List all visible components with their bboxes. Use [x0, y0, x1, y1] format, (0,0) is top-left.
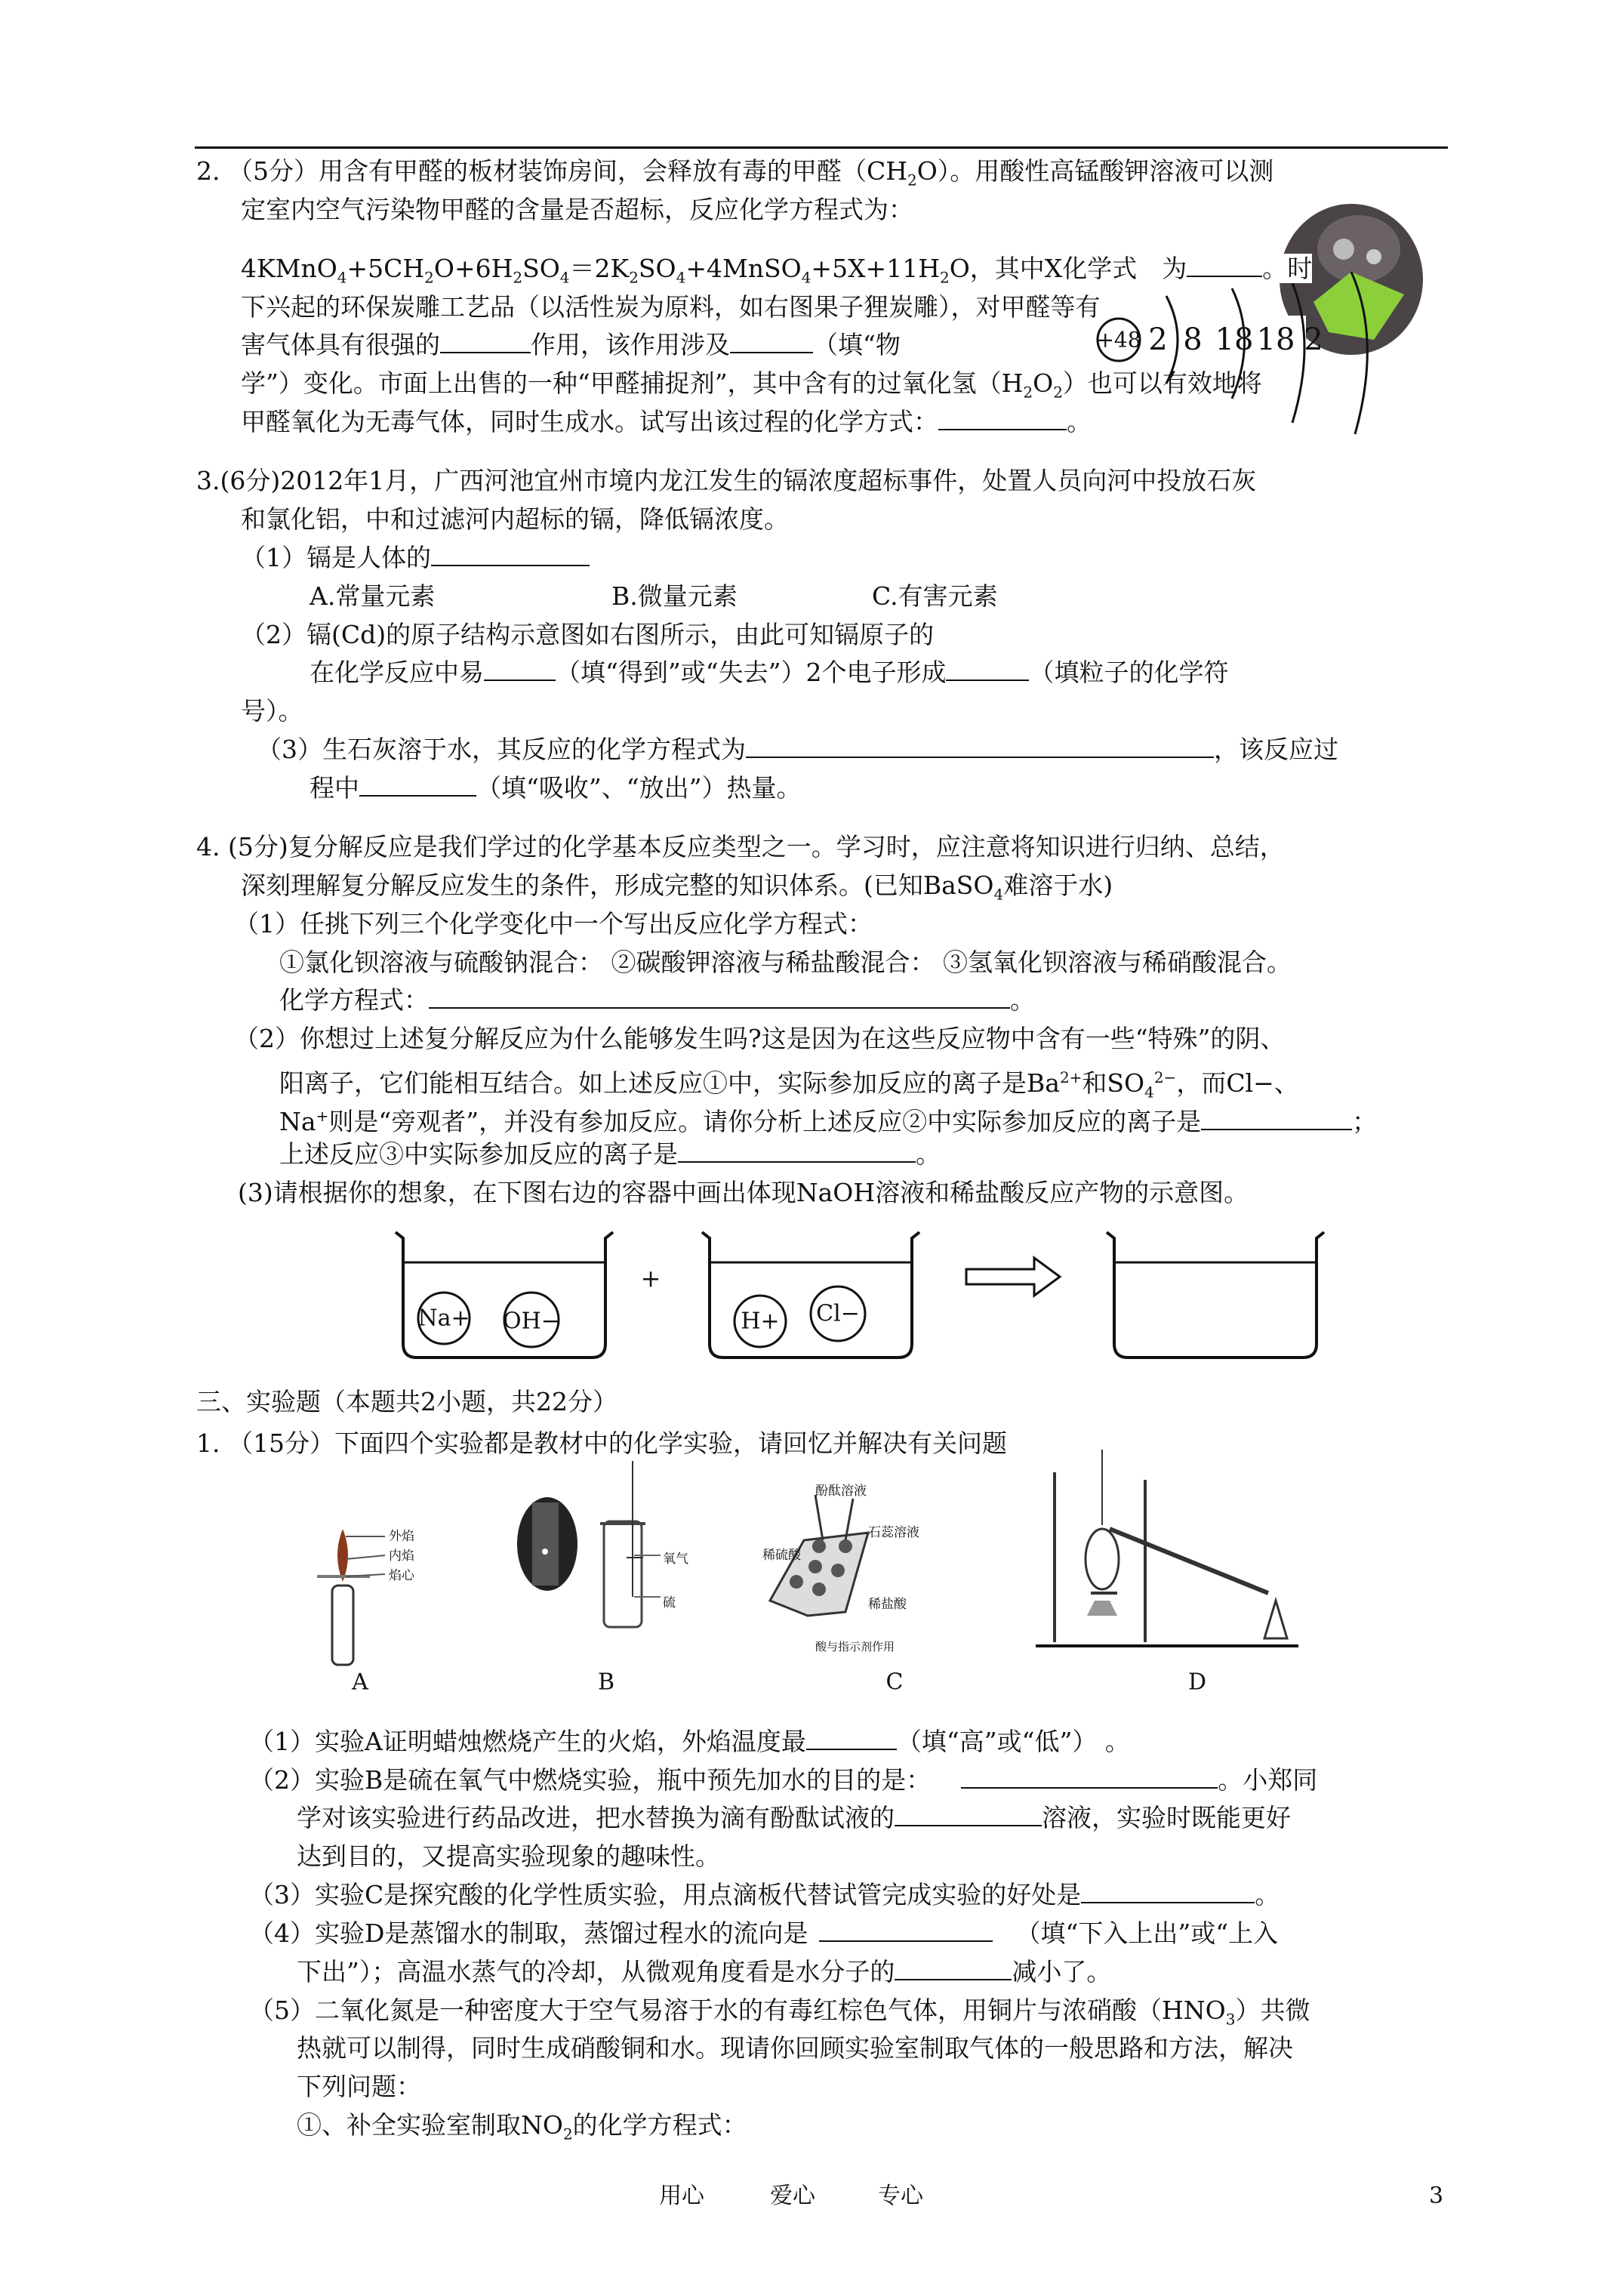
fig-label-c: C [885, 1669, 904, 1696]
candle-figure [317, 1529, 385, 1665]
section-heading: 三、实验题（本题共2小题，共22分） [196, 1387, 617, 1416]
page-number: 3 [1429, 2183, 1444, 2209]
q3-line-1: 3.(6分)2012年1月，广西河池宜州市境内龙江发生的镉浓度超标事件，处置人员向河中投放石灰 [196, 466, 1257, 495]
shell-count: 2 [1304, 322, 1323, 357]
answer-blank[interactable] [431, 542, 590, 566]
s3-p4-line2: 下出”）；高温水蒸气的冷却，从微观角度看是水分子的 减小了。 [297, 1957, 1112, 1986]
answer-blank[interactable] [961, 1764, 1218, 1789]
fig-label-b: B [597, 1669, 615, 1696]
q4-line-8: Na+则是“旁观者”，并没有参加反应。请你分析上述反应②中实际参加反应的离子是 ； [279, 1107, 1378, 1136]
answer-blank[interactable] [678, 1139, 916, 1163]
beaker-naoh [396, 1232, 613, 1358]
inner-flame-label: 内焰 [389, 1549, 414, 1564]
answer-blank[interactable] [946, 657, 1029, 681]
q3-line-5: （2）镉(Cd)的原子结构示意图如右图所示，由此可知镉原子的 [241, 620, 935, 649]
shell-count: 8 [1183, 322, 1203, 357]
answer-blank[interactable] [895, 1802, 1042, 1826]
oxygen-label: 氧气 [663, 1552, 688, 1567]
ion-oh: OH− [503, 1308, 560, 1335]
litmus-label: 石蕊溶液 [868, 1525, 919, 1540]
q4-line-2: 深刻理解复分解反应发生的条件，形成完整的知识体系。(已知BaSO$_4$难溶于水) [241, 871, 1113, 904]
q3-option-c: C.有害元素 [872, 581, 998, 611]
q4-line-3: （1）任挑下列三个化学变化中一个写出反应化学方程式： [234, 909, 873, 938]
footer-motto-3: 专心 [878, 2183, 923, 2209]
shell-count: 18 [1215, 322, 1254, 357]
q3-line-9: 程中 （填“吸收”、“放出”）热量。 [310, 773, 802, 803]
dilute-hcl-label: 稀盐酸 [868, 1597, 907, 1612]
q3-line-6: 在化学反应中易 （填“得到”或“失去”）2个电子形成 （填粒子的化学符 [310, 658, 1229, 687]
s3-q1-title: 1. （15分）下面四个实验都是教材中的化学实验，请回忆并解决有关问题 [196, 1428, 1007, 1458]
q4-line-9: 上述反应③中实际参加反应的离子是 。 [279, 1139, 941, 1169]
q3-line-8: （3）生石灰溶于水，其反应的化学方程式为 ，该反应过 [257, 735, 1338, 764]
q3-line-3: （1）镉是人体的 [241, 541, 590, 575]
answer-blank[interactable] [746, 734, 1214, 758]
s3-p2-line2: 学对该实验进行药品改进，把水替换为滴有酚酞试液的 溶液，实验时既能更好 [297, 1803, 1291, 1832]
shell-count: 2 [1148, 322, 1168, 357]
plus-sign: + [640, 1264, 661, 1293]
distillation-figure [1036, 1450, 1298, 1646]
answer-blank[interactable] [819, 1918, 993, 1942]
sulfur-oxygen-figure [517, 1461, 661, 1627]
q4-line-5: 化学方程式： 。 [279, 985, 1035, 1015]
q3-line-2: 和氯化铝，中和过滤河内超标的镉，降低镉浓度。 [241, 504, 789, 534]
phenolphthalein-label: 酚酞溶液 [815, 1484, 867, 1499]
q4-line-4: ①氯化钡溶液与硫酸钠混合： ②碳酸钾溶液与稀盐酸混合： ③氢氧化钡溶液与稀硝酸混合。 [279, 948, 1292, 977]
answer-blank[interactable] [938, 406, 1067, 430]
footer-motto-2: 爱心 [770, 2183, 815, 2209]
s3-p5: （5）二氧化氮是一种密度大于空气易溶于水的有毒红棕色气体，用铜片与浓硝酸$(HNO_3)$共微 [249, 1996, 1310, 2029]
q2-line-1: 2. （5分）用含有甲醛的板材装饰房间，会释放有毒的甲醛$(CH_2O)$。用酸性高锰酸钾溶液可以测 [196, 156, 1274, 190]
atom-nucleus-label: +48 [1096, 327, 1141, 353]
q4-line-1: 4. (5分)复分解反应是我们学过的化学基本反应类型之一。学习时，应注意将知识进行归纳、总结， [196, 832, 1285, 861]
q4-line-6: （2）你想过上述复分解反应为什么能够发生吗?这是因为在这些反应物中含有一些“特殊”的阴、 [234, 1024, 1286, 1053]
s3-p4: （4）实验D是蒸馏水的制取，蒸馏过程水的流向是 （填“下入上出”或“上入 [249, 1918, 1279, 1948]
fig-label-d: D [1187, 1669, 1207, 1696]
footer-motto-1: 用心 [659, 2183, 704, 2209]
s3-p5-line2: 热就可以制得，同时生成硝酸铜和水。现请你回顾实验室制取气体的一般思路和方法，解决 [297, 2033, 1293, 2063]
beaker-hcl [702, 1232, 919, 1358]
s3-p3: （3）实验C是探究酸的化学性质实验，用点滴板代替试管完成实验的好处是 。 [249, 1880, 1280, 1909]
answer-blank[interactable] [1201, 1106, 1352, 1130]
q2-line-2: 定室内空气污染物甲醛的含量是否超标，反应化学方程式为： [241, 195, 913, 224]
answer-blank[interactable] [730, 329, 813, 353]
shell-count: 18 [1256, 322, 1295, 357]
s3-p5-line3: 下列问题： [297, 2072, 421, 2101]
fig-label-a: A [352, 1669, 368, 1696]
q2-line-7: 甲醛氧化为无毒气体，同时生成水。试写出该过程的化学方式： 。 [241, 407, 1092, 436]
ion-na: Na+ [417, 1305, 470, 1332]
answer-blank[interactable] [895, 1956, 1012, 1980]
ion-h: H+ [741, 1308, 780, 1335]
q2-line-5: 害气体具有很强的 作用，该作用涉及 （填“物 [241, 330, 901, 359]
answer-blank[interactable] [440, 329, 531, 353]
answer-blank[interactable] [484, 657, 556, 681]
s3-p1: （1）实验A证明蜡烛燃烧产生的火焰，外焰温度最 （填“高”或“低”） 。 [249, 1727, 1130, 1756]
answer-blank[interactable] [429, 985, 1010, 1009]
ion-cl: Cl− [816, 1300, 860, 1327]
sulfur-label: 硫 [663, 1595, 676, 1610]
q3-line-7: 号）。 [241, 696, 303, 726]
outer-flame-label: 外焰 [389, 1529, 414, 1544]
q3-option-a: A.常量元素 [310, 581, 436, 611]
answer-blank[interactable] [1081, 1879, 1255, 1903]
q2-equation-line: $4KMnO_4+5CH_2O+6H_2SO_4=2K_2SO_4+4MnSO_4+5X+11H_2O$，其中X化学式 为 。时 [241, 254, 1313, 287]
answer-blank[interactable] [1187, 253, 1262, 277]
answer-blank[interactable] [359, 772, 476, 797]
flame-core-label: 焰心 [389, 1568, 414, 1583]
answer-blank[interactable] [806, 1726, 897, 1750]
s3-p2: （2）实验B是硫在氧气中燃烧实验，瓶中预先加水的目的是： 。小郑同 [249, 1765, 1318, 1795]
fig-c-caption: 酸与指示剂作用 [815, 1640, 895, 1653]
q4-line-7: 阳离子，它们能相互结合。如上述反应①中，实际参加反应的离子是$Ba^{2+}$和$SO_4^{2-}$，而Cl−、 [279, 1068, 1299, 1102]
s3-p2-line3: 达到目的，又提高实验现象的趣味性。 [297, 1841, 720, 1871]
dilute-sulfuric-label: 稀硫酸 [762, 1548, 801, 1563]
q2-line-6: 学”）变化。市面上出售的一种“甲醛捕捉剂”，其中含有的过氧化氢$(H_2O_2)$也可以有效地将 [241, 368, 1262, 402]
arrow-right-icon [966, 1258, 1060, 1296]
s3-p5-line4: ①、补全实验室制取$NO_2$的化学方程式： [297, 2110, 747, 2143]
beaker-empty[interactable] [1107, 1232, 1324, 1358]
q3-option-b: B.微量元素 [611, 581, 738, 611]
q4-line-10: (3)请根据你的想象，在下图右边的容器中画出体现NaOH溶液和稀盐酸反应产物的示意图。 [238, 1178, 1249, 1207]
q2-line-4: 下兴起的环保炭雕工艺品（以活性炭为原料，如右图果子狸炭雕），对甲醛等有 [241, 292, 1101, 322]
